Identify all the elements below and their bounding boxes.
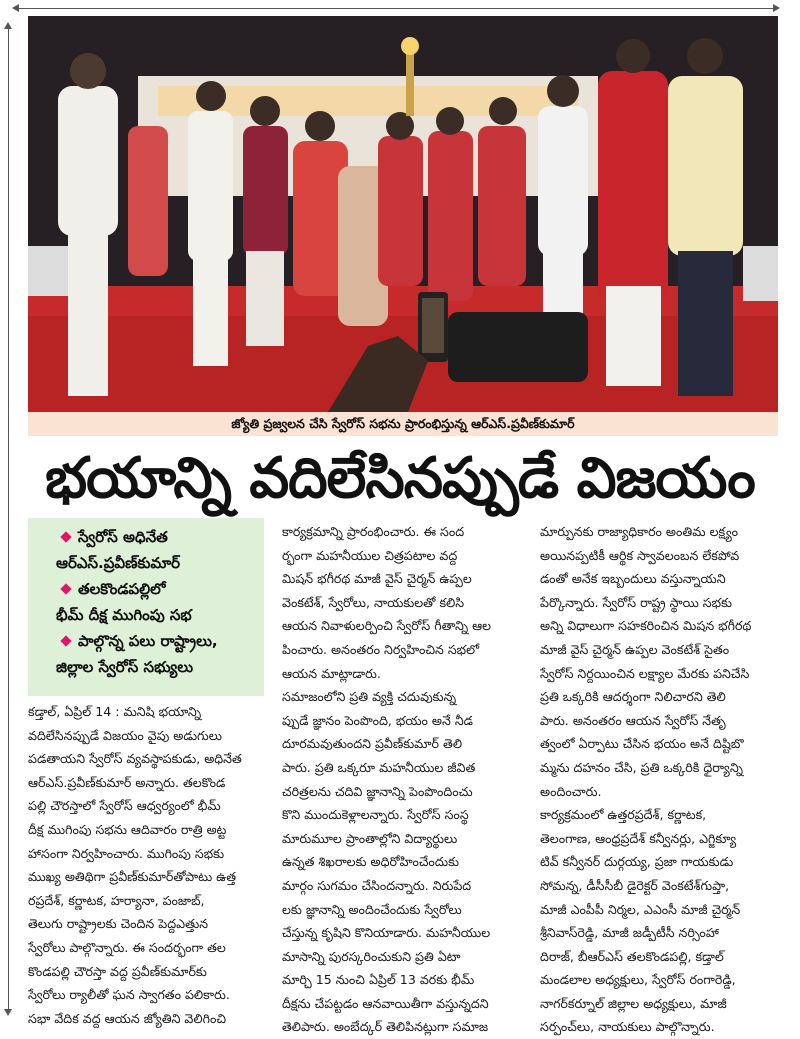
article-text-line: స్వేరోస్ నిర్దయించిన లక్ష్యాల మేరకు పనిచేసి (540, 665, 750, 681)
article-text-line: ఆర్ఎస్.ప్రవీణ్‌కుమార్ అన్నారు. తలకొండ (28, 774, 226, 790)
article-text-line: మాజీ వైస్ చైర్మన్ ఉప్పల వెంకటేశ్ సైతం (540, 641, 730, 657)
article-text-line: కొని ముందుకెళ్లాలన్నారు. స్వేరోస్ సంస్థ (282, 807, 469, 823)
article-column-3 (540, 520, 786, 1039)
article-text-line: పారు. ప్రతి ఒక్కరూ మహనీయుల జీవిత (282, 759, 476, 775)
article-text-line: పారు. అనంతరం ఆయన స్వేరోస్ నేతృ (540, 712, 726, 728)
article-text-line: మ్మను దహనం చేసి, ప్రతి ఒక్కరికి ధైర్యాన్ని (540, 759, 743, 775)
article-column-1 (28, 700, 268, 1030)
article-text-line: రప్రదేశ్, కర్ణాటక, హర్యానా, పంజాబ్, (28, 892, 205, 908)
article-text-line: కార్యక్రమాన్ని ప్రారంభించారు. ఈ సంద (282, 524, 465, 539)
highlight-line: స్వేరోస్ అధినేత (78, 528, 168, 546)
article-text-line: అయినప్పటికీ ఆర్థిక స్వావలంబన లేకపోవ (540, 547, 740, 563)
highlights-box (28, 518, 264, 696)
highlight-item (36, 628, 260, 680)
article-text-line: తెలంగాణ, ఆంధ్రప్రదేశ్ కన్వీనర్లు, ఎగ్జిక్యూ (540, 830, 737, 846)
highlight-line: ఆర్ఎస్.ప్రవీణ్‌కుమార్ (56, 554, 181, 572)
article-text-line: కొండపల్లి చౌరస్తా వద్ద ప్రవీణ్‌కుమార్‌కు (28, 963, 207, 979)
article-text-line: అందించారు. (540, 783, 602, 799)
article-text-line: మారుమూల ప్రాంతాల్లోని విద్యార్థులు (282, 830, 458, 846)
article-text-line: ముఖ్య అతిథిగా ప్రవీణ్‌కుమార్‌తోపాటు ఉత్త (28, 869, 237, 885)
headline: భయాన్ని వదిలేసినప్పుడే విజయం (45, 446, 755, 511)
article-text-line: తెలిపారు. అంబేద్కర్ తెలిపినట్లుగా సమాజ (282, 1019, 489, 1035)
photo-caption: జ్యోతి ప్రజ్వలన చేసి స్వేరోస్ సభను ప్రారంభిస్తున్న ఆర్ఎస్.ప్రవీణ్‌కుమార్ (28, 412, 778, 436)
article-text-line: డంతో అనేక ఇబ్బందులు వస్తున్నాయని (540, 571, 726, 587)
article-text-line: దీక్ష ముగింపు సభను ఆదివారం రాత్రి అట్ట (28, 821, 227, 837)
article-text-line: మార్పునకు రాజ్యాధికారం అంతిమ లక్ష్యం (540, 524, 738, 539)
article-text-line: కడ్తాల్, ఏప్రిల్ 14 : మనిషి భయాన్ని (28, 704, 202, 719)
highlight-item (36, 524, 260, 576)
highlight-line: తలకొండపల్లిలో (78, 580, 166, 598)
article-text-line: దూరమవుతుందని ప్రవీణ్‌కుమార్ తెలి (282, 736, 463, 752)
article-text-line: వెంకటేశ్, స్వేరోలు, నాయకులతో కలిసి (282, 594, 465, 610)
article-text-line: హాసంగా నిర్వహించారు. ముగింపు సభకు (28, 845, 225, 861)
page-top-rule (14, 8, 778, 9)
article-text-line: శ్రీనివాస్‌రెడ్డి, మాజీ జడ్పీటీసీ నర్సింహా (540, 925, 719, 941)
article-text-line: స్వేరోలు పాల్గొన్నారు. ఈ సందర్భంగా తల (28, 939, 226, 955)
article-text-line: మార్చి 15 నుంచి ఏప్రిల్ 13 వరకు భీమ్ (282, 972, 475, 988)
article-text-line: మాజీ ఎంపీపీ నిర్మల, ఎఎంసీ మాజీ చైర్మన్ (540, 901, 741, 917)
article-text-line: పించారు. అనంతరం నిర్వహించిన సభలో (282, 641, 480, 657)
article-text-line: పల్లి చౌరస్తాలో స్వేరోస్ ఆధ్వర్యంలో భీమ్ (28, 798, 221, 814)
article-text-line: ఉన్నత శిఖరాలకు అధిరోహించేందుకు (282, 854, 460, 870)
article-text-line: సమాజంలోని ప్రతి వ్యక్తి చదువుకున్న (282, 689, 457, 705)
article-text-line: ప్పుడే జ్ఞానం పెంపొంది, భయం అనే నీడ (282, 712, 473, 728)
article-text-line: చరిత్రలను చదివి జ్ఞానాన్ని పెంపొందించు (282, 783, 473, 799)
article-text-line: నాగర్‌కర్నూల్ జిల్లాల అధ్యక్షులు, మాజీ (540, 995, 727, 1011)
article-text-line: వదిలేసినప్పుడే విజయం వైపు అడుగులు (28, 727, 223, 743)
highlight-item (36, 576, 260, 628)
article-text-line: సర్పంచ్‌లు, నాయకులు పాల్గొన్నారు. (540, 1019, 715, 1035)
article-text-line: ర్భంగా మహనీయుల చిత్రపటాల వద్ద (282, 547, 458, 563)
article-text-line: పేర్కొన్నారు. స్వేరోస్ రాష్ట్ర స్థాయి సభకు (540, 594, 732, 610)
article-text-line: కార్యక్రమంలో ఉత్తరప్రదేశ్, కర్ణాటక, (540, 807, 707, 823)
article-text-line: మిషన్ భగీరథ మాజీ వైస్ చైర్మన్ ఉప్పల (282, 571, 472, 587)
article-text-line: పడతాయని స్వేరోస్ వ్యవస్థాపకుడు, అధినేత (28, 751, 242, 767)
article-text-line: సభా వేదిక వద్ద ఆయన జ్యోతిని వెలిగించి (28, 1010, 226, 1026)
article-text-line: చేస్తున్న కృషిని కొనియాడారు. మహనీయుల (282, 925, 491, 941)
page-side-rule (8, 24, 9, 1014)
article-text-line: ప్రతి ఒక్కరికి ఆదర్శంగా నిలిచారని తెలి (540, 689, 726, 705)
article-text-line: అన్ని విధాలుగా సహకరించిన మిషన భగీరథ (540, 618, 752, 634)
highlight-line: భీమ్ దీక్ష ముగింపు సభ (56, 606, 192, 624)
highlight-line: పాల్గొన్న పలు రాష్ట్రాలు, (78, 632, 218, 650)
article-column-2 (282, 520, 532, 1039)
event-photo-illustration (28, 16, 778, 412)
article-text-line: లకు జ్ఞానాన్ని అందించేందుకు స్వేరోలు (282, 901, 462, 917)
article-text-line: మండలాల అధ్యక్షులు, స్వేరోస్ రంగారెడ్డి, (540, 972, 736, 988)
article-text-line: టివ్ కన్వీనర్ దుర్గయ్య, ప్రజా గాయకుడు (540, 854, 734, 870)
article-text-line: ఆయన నివాళులర్పించి స్వేరోస్ గీతాన్ని ఆల (282, 618, 492, 634)
article-text-line: మార్గం సుగమం చేసిందన్నారు. నిరుపేద (282, 877, 472, 893)
news-photo (28, 16, 778, 412)
article-text-line: త్వంలో ఏర్పాటు చేసిన భయం అనే దిష్టిబొ (540, 736, 744, 752)
article-text-line: స్వేరోలు ర్యాలీతో ఘన స్వాగతం పలికారు. (28, 987, 230, 1003)
highlight-line: జిల్లాల స్వేరోస్ సభ్యులు (56, 658, 194, 676)
article-text-line: తెలుగు రాష్ట్రాలకు చెందిన పెద్దఎత్తున (28, 916, 209, 932)
article-text-line: సోమన్న, డీసీసీబీ డైరెక్టర్ వెంకటేశ్‌గుప్తా, (540, 877, 730, 893)
article-text-line: దీక్షను చేపట్టడం ఆనవాయితీగా వస్తున్నదని (282, 995, 489, 1011)
article-text-line: దిరాజ్, బీఆర్ఎస్ తలకొండపల్లి, కడ్తాల్ (540, 948, 724, 964)
article-text-line: మాసాన్ని పురస్కరించుకుని ప్రతి ఏటా (282, 948, 461, 964)
article-text-line: ఆయన మాట్లాడారు. (282, 665, 381, 681)
